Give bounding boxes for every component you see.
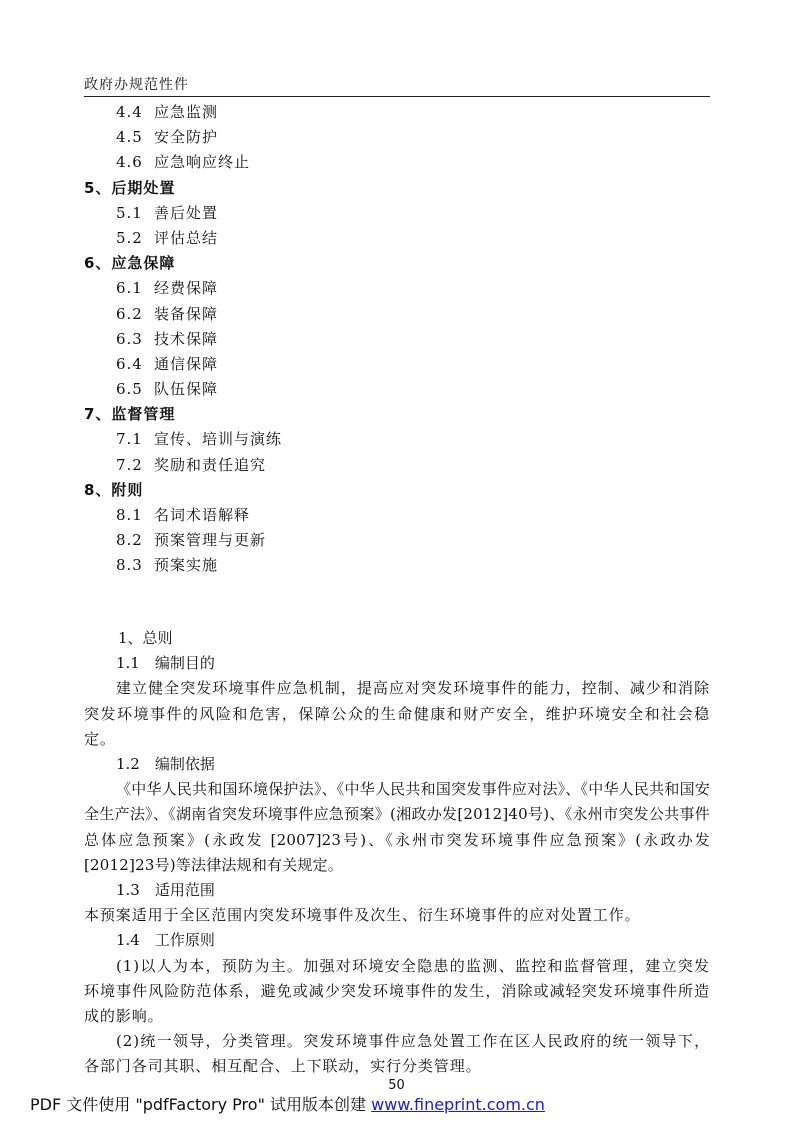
toc-number: 7.1 [116,430,143,449]
toc-item [84,100,710,125]
paragraph: 建立健全突发环境事件应急机制，提高应对突发环境事件的能力，控制、减少和消除突发环境事件的风险和危害，保障公众的生命健康和财产安全，维护环境安全和社会稳定。 [84,679,710,748]
toc-item [84,453,710,478]
toc-item [84,327,710,352]
toc-item [84,302,710,327]
toc-number: 6.5 [116,380,143,399]
toc-text: 预案管理与更新 [154,531,267,550]
toc-number: 8.2 [116,531,143,550]
toc-number: 6.1 [116,279,143,298]
toc-text: 评估总结 [154,228,219,247]
toc-item [84,427,710,452]
toc-item [84,503,710,528]
document-body [84,626,710,1080]
toc-number: 4.5 [116,128,143,147]
subsection-heading: 1.4 工作原则 [116,931,215,950]
toc-text: 奖励和责任追究 [154,455,267,474]
toc-number: 6.4 [116,354,143,373]
toc-number: 6.2 [116,304,143,323]
toc-text: 宣传、培训与演练 [154,430,283,449]
subsection-heading: 1.3 适用范围 [116,880,215,899]
toc-text: 装备保障 [154,304,219,323]
toc-text: 名词术语解释 [154,506,251,524]
toc-text: 通信保障 [154,354,219,373]
toc-item [84,226,710,251]
toc-item [84,528,710,553]
toc-text: 8、附则 [84,480,144,499]
toc-item [84,553,710,578]
toc-item [84,125,710,150]
toc-text: 应急响应终止 [154,153,251,172]
toc-text: 5、后期处置 [84,178,176,197]
toc-text: 预案实施 [154,556,219,575]
paragraph: 本预案适用于全区范围内突发环境事件及次生、衍生环境事件的应对处置工作。 [84,906,641,925]
toc-item [84,377,710,402]
paragraph: (1)以人为本，预防为主。加强对环境安全隐患的监测、监控和监督管理，建立突发环境事件风险防范体系，避免或减少突发环境事件的发生，消除或减轻突发环境事件所造成的影响。 [84,956,710,1025]
toc-section [84,176,710,201]
paragraph: 《中华人民共和国环境保护法》、《中华人民共和国突发事件应对法》、《中华人民共和国安全生产法》、《湖南省突发环境事件应急预案》(湘政办发[2012]40号)、《永州市突发公共事件总体应急预案》(永政发 [2007]23号)、《永州市突发环境事件应急预案》(永政办发[2012]23号)等法律法规和有关规定。 [84,780,710,874]
toc-section [84,402,710,427]
toc-section [84,478,710,503]
paragraph: (2)统一领导，分类管理。突发环境事件应急处置工作在区人民政府的统一领导下，各部门各司其职、相互配合、上下联动，实行分类管理。 [84,1032,710,1076]
footer-link[interactable]: www.fineprint.com.cn [371,1095,545,1114]
toc-number: 8.3 [116,556,143,575]
toc-text: 6、应急保障 [84,254,176,273]
toc-item [84,201,710,226]
toc-text: 应急监测 [154,103,219,121]
toc-number: 6.3 [116,329,143,348]
subsection-heading: 1.1 编制目的 [116,654,215,673]
toc-number: 5.2 [116,228,143,247]
toc-number: 4.4 [116,103,143,121]
subsection-heading: 1.2 编制依据 [116,754,215,773]
toc-number: 5.1 [116,203,143,222]
footer-text: PDF 文件使用 "pdfFactory Pro" 试用版本创建 [30,1095,367,1114]
toc-item [84,276,710,301]
toc-item [84,150,710,175]
section-title: 1、总则 [118,629,173,647]
toc-text: 7、监督管理 [84,405,176,424]
page-header: 政府办规范性件 [84,74,710,97]
toc-text: 队伍保障 [154,380,219,399]
toc-text: 经费保障 [154,279,219,298]
page-number: 50 [388,1078,405,1093]
toc-text: 技术保障 [154,329,219,348]
toc-item [84,352,710,377]
toc-number: 8.1 [116,506,143,524]
toc-section [84,251,710,276]
toc-text: 善后处置 [154,203,219,222]
table-of-contents [84,100,710,579]
pdf-footer [30,1092,545,1115]
toc-number: 4.6 [116,153,143,172]
toc-text: 安全防护 [154,128,219,147]
toc-number: 7.2 [116,455,143,474]
